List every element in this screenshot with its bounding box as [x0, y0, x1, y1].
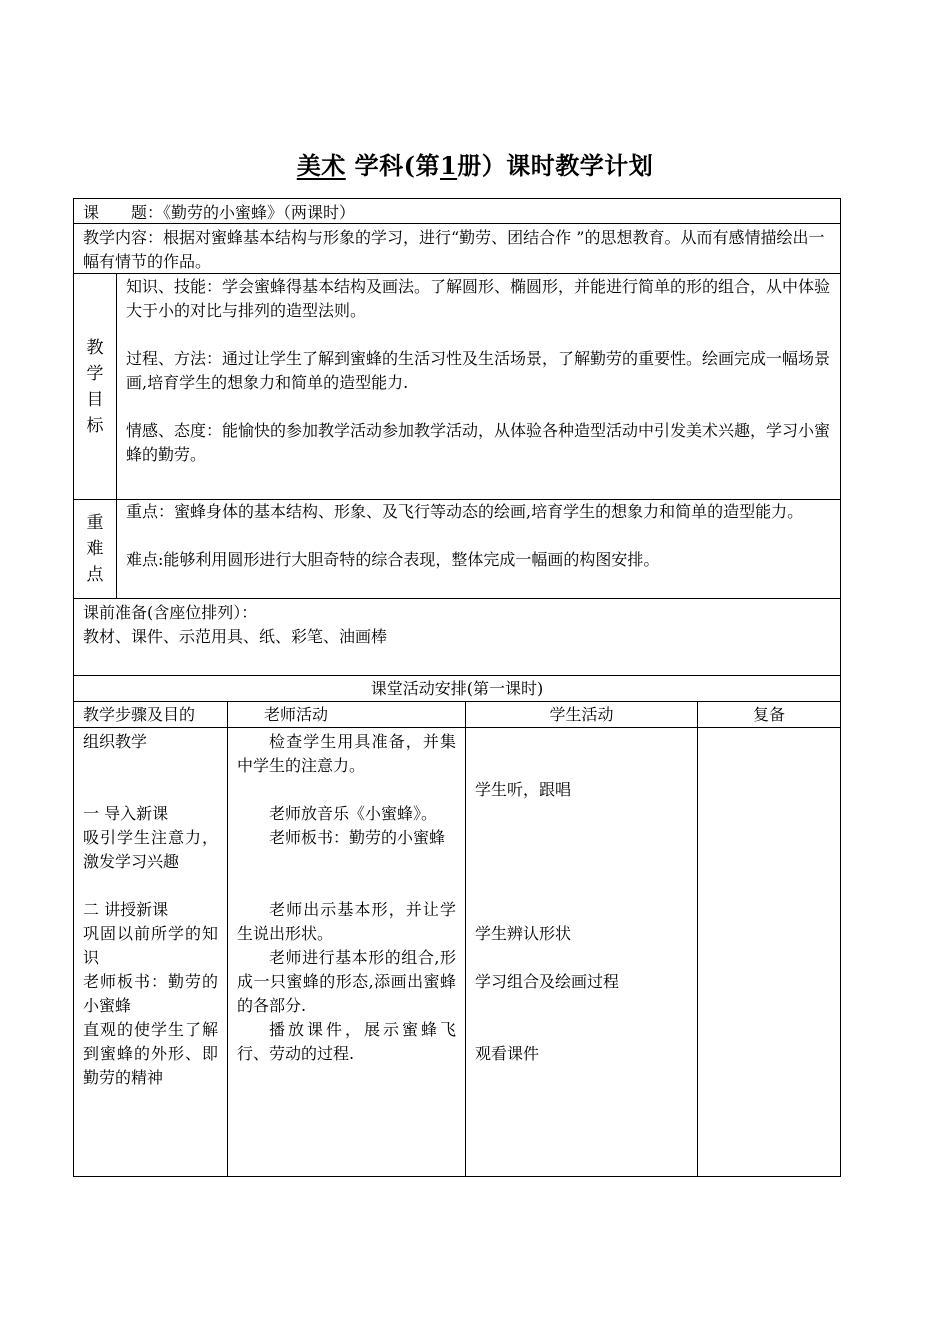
- student-learn: 学习组合及绘画过程: [475, 972, 620, 991]
- content-row: [74, 224, 840, 274]
- student-watch: 观看课件: [475, 1044, 540, 1063]
- teacher-column: [228, 728, 466, 1176]
- volume-number: 1: [440, 151, 458, 180]
- goals-label: 教学目标: [86, 337, 104, 436]
- goal-process: 过程、方法：通过让学生了解到蜜蜂的生活习性及生活场景，了解勤劳的重要性。绘画完成一幅场景画,培育学生的想象力和简单的造型能力.: [126, 349, 831, 392]
- review-column: [698, 728, 840, 1176]
- lesson-plan-table: [73, 198, 841, 1177]
- page-title: [0, 146, 950, 181]
- steps-column: [74, 728, 228, 1176]
- student-sing: 学生听，跟唱: [475, 780, 572, 799]
- step-organize: 组织教学: [83, 732, 148, 751]
- goals-row: [74, 274, 840, 500]
- header-review: 复备: [752, 705, 785, 724]
- title-end: 册）课时教学计划: [457, 151, 654, 180]
- teacher-shapes: 老师出示基本形，并让学生说出形状。: [237, 900, 456, 943]
- teacher-check: 检查学生用具准备，并集中学生的注意力。: [237, 732, 456, 775]
- goal-knowledge: 知识、技能：学会蜜蜂得基本结构及画法。了解圆形、椭圆形，并能进行简单的形的组合，从中体验大于小的对比与排列的造型法则。: [126, 277, 831, 320]
- student-column: [466, 728, 698, 1176]
- goals-label-cell: [74, 274, 117, 499]
- key-difficulty: 难点:能够利用圆形进行大胆奇特的综合表现，整体完成一幅画的构图安排。: [126, 550, 660, 569]
- activity-body-row: [74, 728, 840, 1176]
- activity-title: 课堂活动安排(第一课时): [370, 679, 544, 698]
- step-intro: 一 导入新课: [83, 804, 169, 823]
- teacher-board: 老师板书：勤劳的小蜜蜂: [269, 828, 446, 847]
- header-steps: 教学步骤及目的: [74, 702, 228, 727]
- prep-row: [74, 599, 840, 676]
- key-content: [117, 500, 840, 598]
- step-intro-purpose: 吸引学生注意力，激发学习兴趣: [83, 828, 218, 871]
- key-row: [74, 500, 840, 599]
- teacher-music: 老师放音乐《小蜜蜂》。: [269, 804, 438, 823]
- header-student: 学生活动: [466, 702, 698, 727]
- prep-label: 课前准备(含座位排列）：: [83, 603, 258, 622]
- step-teach: 二 讲授新课: [83, 900, 169, 919]
- step-teach-purpose: 直观的使学生了解到蜜蜂的外形、即勤劳的精神: [83, 1020, 218, 1087]
- topic-row: [74, 199, 840, 224]
- subject-name: 美术: [296, 151, 346, 180]
- step-teach-review: 巩固以前所学的知识: [83, 924, 218, 967]
- header-teacher: 老师活动: [228, 702, 466, 727]
- key-focus: 重点：蜜蜂身体的基本结构、形象、及飞行等动态的绘画,培育学生的想象力和简单的造型能力。: [126, 502, 804, 521]
- content-text: 教学内容：根据对蜜蜂基本结构与形象的学习，进行“勤劳、团结合作 ”的思想教育。从而有感情描绘出一幅有情节的作品。: [83, 228, 825, 271]
- teacher-slides: 播放课件，展示蜜蜂飞行、劳动的过程.: [237, 1020, 456, 1063]
- key-label: 重难点: [86, 513, 104, 585]
- activity-title-row: [74, 676, 840, 702]
- topic-text: 课 题：《勤劳的小蜜蜂》（两课时）: [83, 203, 356, 222]
- goal-emotion: 情感、态度：能愉快的参加教学活动参加教学活动，从体验各种造型活动中引发美术兴趣，学习小蜜蜂的勤劳。: [126, 421, 831, 464]
- prep-items: 教材、课件、示范用具、纸、彩笔、油画棒: [83, 627, 388, 646]
- activity-header-row: [74, 702, 840, 728]
- goals-content: [117, 274, 840, 499]
- title-middle: 学科(第: [354, 151, 440, 180]
- step-teach-board: 老师板书：勤劳的小蜜蜂: [83, 972, 218, 1015]
- student-shapes: 学生辨认形状: [475, 924, 572, 943]
- key-label-cell: [74, 500, 117, 598]
- teacher-combine: 老师进行基本形的组合,形成一只蜜蜂的形态,添画出蜜蜂的各部分.: [237, 948, 456, 1015]
